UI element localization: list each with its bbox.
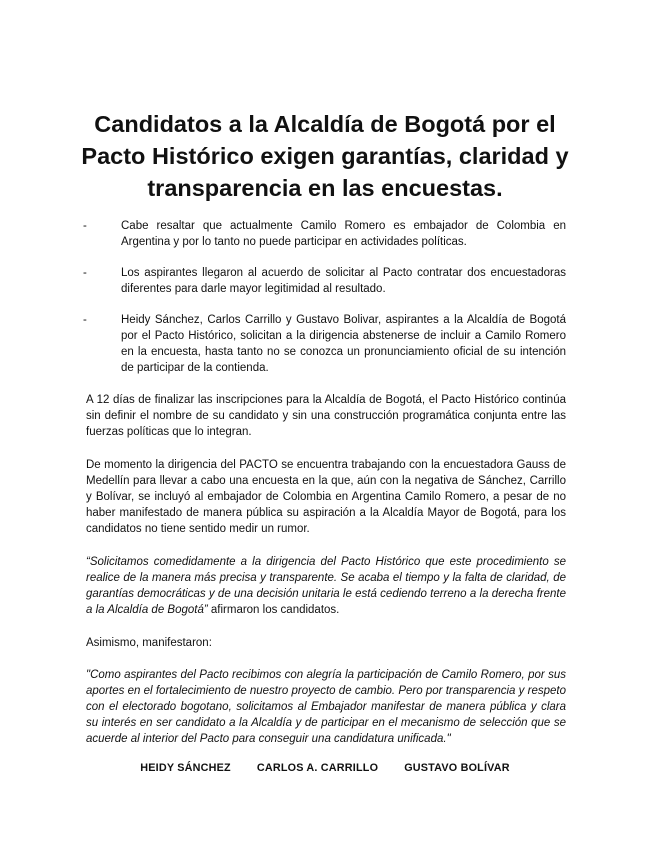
document-body <box>86 392 566 764</box>
document-title: Candidatos a la Alcaldía de Bogotá por el Pacto Histórico exigen garantías, claridad y transparencia en las encuestas. <box>81 111 569 201</box>
signature-heidy-sanchez: HEIDY SÁNCHEZ <box>140 762 231 774</box>
paragraph-asimismo: Asimismo, manifestaron: <box>86 637 212 649</box>
bullet-item <box>83 265 566 297</box>
bullet-list <box>83 218 566 391</box>
bullet-text: Heidy Sánchez, Carlos Carrillo y Gustavo Bolivar, aspirantes a la Alcaldía de Bogotá por el Pacto Histórico, solicitan a la dirigencia abstenerse de incluir a Camilo Romero en la encuesta, hasta tanto no se conozca un pronunciamiento oficial de su intención de participar de la contienda. <box>121 314 566 374</box>
bullet-item <box>83 312 566 376</box>
paragraph-candidates-quote <box>86 554 566 618</box>
signature-block <box>0 762 650 774</box>
paragraph-aspirants-quote: "Como aspirantes del Pacto recibimos con alegría la participación de Camilo Romero, por sus aportes en el fortalecimiento de nuestro proyecto de cambio. Pero por transparencia y respeto con el electorado bogotano, solicitamos al Embajador manifestar de manera pública y clara su interés en ser candidato a la Alcaldía y de participar en el mecanismo de selección que se acuerde al interior del Pacto para conseguir una candidatura unificada." <box>86 669 566 745</box>
bullet-dash: - <box>83 314 87 326</box>
bullet-text: Cabe resaltar que actualmente Camilo Romero es embajador de Colombia en Argentina y por lo tanto no puede participar en actividades políticas. <box>121 220 566 248</box>
signature-carlos-carrillo: CARLOS A. CARRILLO <box>256 762 379 774</box>
quote-text: “Solicitamos comedidamente a la dirigencia del Pacto Histórico que este procedimiento se realice de la manera más precisa y transparente. Se acaba el tiempo y la falta de claridad, de garantías democráticas y de una decisión unitaria le está cediendo terreno a la derecha frente a la Alcaldía de Bogotá” <box>86 556 566 616</box>
paragraph-registration-deadline: A 12 días de finalizar las inscripciones para la Alcaldía de Bogotá, el Pacto Histórico continúa sin definir el nombre de su candidato y sin una construcción programática conjunta entre las fuerzas políticas que lo integran. <box>86 394 566 438</box>
quote-attribution: afirmaron los candidatos. <box>207 604 340 616</box>
signature-gustavo-bolivar: GUSTAVO BOLÍVAR <box>404 762 510 774</box>
bullet-dash: - <box>83 220 87 232</box>
bullet-item <box>83 218 566 250</box>
paragraph-gauss-survey: De momento la dirigencia del PACTO se encuentra trabajando con la encuestadora Gauss de Medellín para llevar a cabo una encuesta en la que, aún con la negativa de Sánchez, Carrillo y Bolívar, se incluyó al embajador de Colombia en Argentina Camilo Romero, a pesar de no haber manifestado de manera pública su aspiración a la Alcaldía Mayor de Bogotá, para los candidatos no tiene sentido medir un rumor. <box>86 459 566 535</box>
bullet-dash: - <box>83 267 87 279</box>
bullet-text: Los aspirantes llegaron al acuerdo de solicitar al Pacto contratar dos encuestadoras diferentes para darle mayor legitimidad al resultado. <box>121 267 566 295</box>
